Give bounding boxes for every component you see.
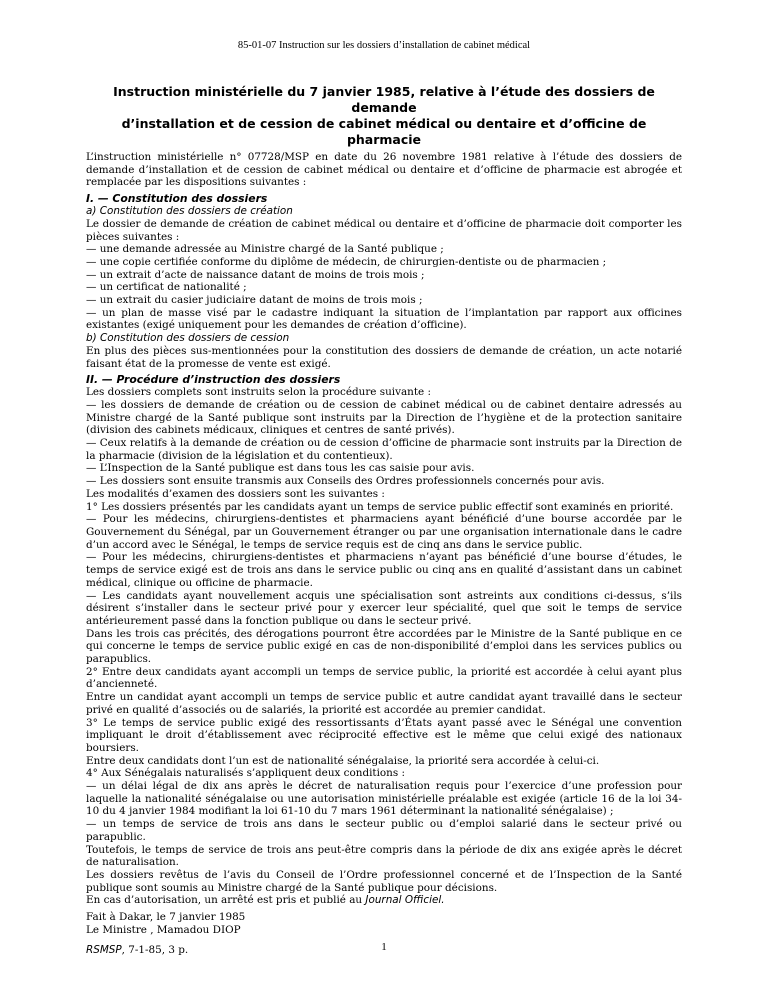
paragraph: 4° Aux Sénégalais naturalisés s’appliquent deux conditions : bbox=[86, 767, 405, 780]
paragraph: Dans les trois cas précités, des dérogations pourront être accordées par le Ministre de la Santé publique en ce qui concerne le temps de service public exigé en cas de non-disponibilité d’emploi dans les services publics ou parapublics. bbox=[86, 627, 682, 666]
list-item: — un extrait d’acte de naissance datant de moins de trois mois ; bbox=[86, 268, 425, 281]
list-item: — une demande adressée au Ministre chargé de la Santé publique ; bbox=[86, 243, 444, 256]
running-header: 85-01-07 Instruction sur les dossiers d’installation de cabinet médical bbox=[237, 40, 531, 51]
reference-details: , 7-1-85, 3 p. bbox=[121, 944, 189, 957]
reference-source: RSMSP bbox=[86, 944, 122, 957]
title-line-2: d’installation et de cession de cabinet médical ou dentaire et d’officine de pharmacie bbox=[121, 116, 647, 147]
section-2-heading: II. — Procédure d’instruction des dossiers bbox=[86, 373, 341, 387]
subsection-a-heading: a) Constitution des dossiers de création bbox=[86, 205, 293, 218]
paragraph: 3° Le temps de service public exigé des ressortissants d’États ayant passé avec le Sénégal une convention impliquant le droit d’établissement avec réciprocité effective est le même que celui exigé des nationaux boursiers. bbox=[86, 716, 682, 754]
paragraph: Entre deux candidats dont l’un est de nationalité sénégalaise, la priorité sera accordée à celui-ci. bbox=[86, 754, 600, 767]
subsection-a-intro: Le dossier de demande de création de cabinet médical ou dentaire et d’officine de pharmacie doit comporter les pièces suivantes : bbox=[86, 217, 682, 243]
paragraph: — Les candidats ayant nouvellement acquis une spécialisation sont astreints aux conditions ci-dessus, s’ils désirent s’installer dans le secteur privé pour y exercer leur spécialité, quel que soit le temps de service antérieurement passé dans la fonction publique ou dans le secteur privé. bbox=[86, 589, 682, 627]
paragraph: — un délai légal de dix ans après le décret de naturalisation requis pour l’exercice d’une profession pour laquelle la nationalité sénégalaise ou une autorisation ministérielle préalable est exigée (article 16 de la loi 34-10 du 4 janvier 1984 modifiant la loi 61-10 du 7 mars 1961 déterminant la nationalité sénégalaise) ; bbox=[86, 780, 682, 818]
paragraph: — Pour les médecins, chirurgiens-dentistes et pharmaciens n’ayant pas bénéficié d’une bourse d’études, le temps de service exigé est de trois ans dans le service public ou cinq ans en qualité d’assistant dans un cabinet médical, clinique ou officine de pharmacie. bbox=[86, 551, 682, 589]
paragraph: — Les dossiers sont ensuite transmis aux Conseils des Ordres professionnels concernés pour avis. bbox=[86, 475, 605, 488]
journal-officiel: Journal Officiel. bbox=[365, 894, 445, 907]
intro-paragraph: L’instruction ministérielle n° 07728/MSP en date du 26 novembre 1981 relative à l’étude des dossiers de demande d’installation et de cession de cabinet médical ou dentaire et d’officine de pharmacie est abrogée et remplacée par les dispositions suivantes : bbox=[86, 151, 682, 189]
signature-place-date: Fait à Dakar, le 7 janvier 1985 bbox=[86, 911, 246, 924]
list-item: — une copie certifiée conforme du diplôme de médecin, de chirurgien-dentiste ou de pharmacien ; bbox=[86, 255, 607, 268]
subsection-b-text: En plus des pièces sus-mentionnées pour la constitution des dossiers de demande de création, un acte notarié faisant état de la promesse de vente est exigé. bbox=[86, 344, 682, 370]
paragraph: — Pour les médecins, chirurgiens-dentistes et pharmaciens ayant bénéficié d’une bourse accordée par le Gouvernement du Sénégal, par un Gouvernement étranger ou par une organisation internationale dans le cadre d’un accord avec le Sénégal, le temps de service requis est de cinq ans dans le service public. bbox=[86, 513, 682, 551]
list-item: — un certificat de nationalité ; bbox=[86, 281, 247, 294]
paragraph: Les modalités d’examen des dossiers sont les suivantes : bbox=[86, 487, 385, 500]
paragraph: Les dossiers complets sont instruits selon la procédure suivante : bbox=[86, 386, 431, 399]
paragraph: 2° Entre deux candidats ayant accompli un temps de service public, la priorité est accordée à celui ayant plus d’ancienneté. bbox=[86, 665, 682, 691]
signature-minister: Le Ministre , Mamadou DIOP bbox=[86, 923, 241, 936]
list-item: — un extrait du casier judiciaire datant de moins de trois mois ; bbox=[86, 294, 423, 307]
paragraph: — L’Inspection de la Santé publique est dans tous les cas saisie pour avis. bbox=[86, 462, 475, 475]
paragraph: — Ceux relatifs à la demande de création ou de cession d’officine de pharmacie sont instruits par la Direction de la pharmacie (division de la législation et du contentieux). bbox=[86, 437, 682, 462]
last-paragraph-text: En cas d’autorisation, un arrêté est pris et publié au bbox=[86, 894, 366, 907]
paragraph: Entre un candidat ayant accompli un temps de service public et autre candidat ayant travaillé dans le secteur privé en qualité d’associés ou de salariés, la priorité est accordée au premier candidat. bbox=[86, 691, 682, 716]
paragraph: — les dossiers de demande de création ou de cession de cabinet médical ou de cabinet dentaire adressés au Ministre chargé de la Santé publique sont instruits par la Direction de l’hygiène et de la protection sanitaire (division des cabinets médicaux, cliniques et centres de santé privés). bbox=[86, 398, 682, 437]
last-paragraph bbox=[86, 894, 682, 907]
paragraph: Toutefois, le temps de service de trois ans peut-être compris dans la période de dix ans exigée après le décret de naturalisation. bbox=[86, 843, 682, 869]
page-number: 1 bbox=[381, 941, 387, 953]
subsection-b-heading: b) Constitution des dossiers de cession bbox=[86, 332, 290, 345]
paragraph: — un temps de service de trois ans dans le secteur public ou d’emploi salarié dans le secteur privé ou parapublic. bbox=[86, 818, 682, 843]
list-item: — un plan de masse visé par le cadastre indiquant la situation de l’implantation par rapport aux officines existantes (exigé uniquement pour les demandes de création d’officine). bbox=[86, 306, 682, 332]
document-body bbox=[86, 84, 682, 957]
document-title bbox=[86, 84, 682, 148]
title-line-1: Instruction ministérielle du 7 janvier 1985, relative à l’étude des dossiers de demande bbox=[113, 84, 655, 115]
paragraph: Les dossiers revêtus de l’avis du Conseil de l’Ordre professionnel concerné et de l’Inspection de la Santé publique sont soumis au Ministre chargé de la Santé publique pour décisions. bbox=[86, 868, 682, 894]
paragraph: 1° Les dossiers présentés par les candidats ayant un temps de service public effectif sont examinés en priorité. bbox=[86, 500, 674, 513]
section-1-heading: I. — Constitution des dossiers bbox=[86, 192, 268, 206]
